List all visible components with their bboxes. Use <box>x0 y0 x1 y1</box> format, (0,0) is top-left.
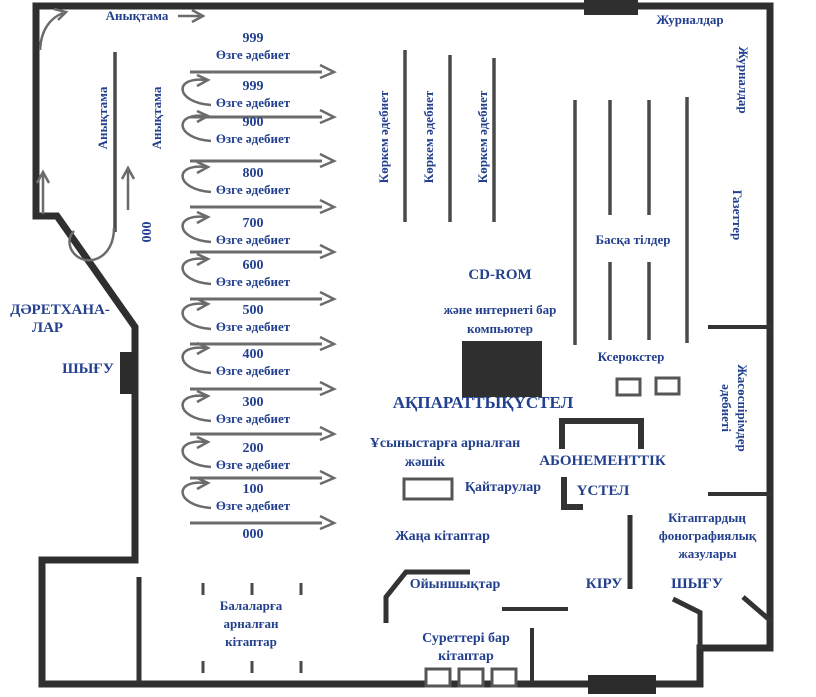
phono-recordings-line2: фонографиялық <box>658 528 757 543</box>
exit-left-label: ШЫҒУ <box>62 361 114 377</box>
children-books-line2: арналған <box>223 616 279 631</box>
exit-right-label: ШЫҒУ <box>671 576 723 592</box>
reference-aisle-left-label: Анықтама <box>95 86 110 150</box>
toilets-line1: ДӘРЕТХАНА- <box>10 302 110 318</box>
copier-2 <box>656 378 679 394</box>
picture-books-line2: кітаптар <box>438 649 494 664</box>
copiers-label: Ксерокстер <box>597 349 665 364</box>
picture-books-line1: Суреттері бар <box>422 631 510 646</box>
reference-top-label: Анықтама <box>105 8 169 23</box>
stack-category-label: Өзге әдебиет <box>215 232 291 247</box>
picture-book-bin-2 <box>459 669 483 686</box>
circulation-desk-top <box>562 421 641 449</box>
returns-box <box>404 479 452 499</box>
returns-label: Қайтарулар <box>464 480 542 495</box>
phono-recordings-line1: Кітаптардың <box>668 510 746 525</box>
cdrom-sub1: және интернеті бар <box>443 302 557 317</box>
stack-number: 300 <box>242 395 264 410</box>
stack-category-label: Өзге әдебиет <box>215 457 291 472</box>
stack-category-label: Өзге әдебиет <box>215 274 291 289</box>
circulation-desk-line2: ҮСТЕЛ <box>576 483 630 499</box>
cdrom-sub2: компьютер <box>467 321 533 336</box>
stack-category-label: Өзге әдебиет <box>215 182 291 197</box>
teen-literature-label <box>717 352 751 464</box>
left-exit-door-block <box>120 352 137 394</box>
teen-literature-line2: әдебиеті <box>719 384 734 432</box>
outer-walls <box>36 0 770 694</box>
stack-category-label: Өзге әдебиет <box>215 47 291 62</box>
suggestions-line2: жәшік <box>404 455 446 470</box>
reference-aisle-right-label: Анықтама <box>149 86 164 150</box>
stack-number: 700 <box>242 216 264 231</box>
stack-number: 600 <box>242 258 264 273</box>
fiction-label-1: Көркем әдебиет <box>376 90 391 184</box>
zero-shelf-vertical-label: 000 <box>140 221 155 243</box>
children-books-line1: Балаларға <box>219 598 283 613</box>
bottom-entrance-door-block <box>588 675 656 694</box>
stack-number: 800 <box>242 166 264 181</box>
phono-recordings-line3: жазулары <box>678 546 737 561</box>
stack-number: 500 <box>242 303 264 318</box>
cdrom-title: CD-ROM <box>468 267 532 283</box>
teen-literature-line1: Жасөспірімдер <box>735 364 750 452</box>
stack-number: 100 <box>242 482 264 497</box>
new-books-label: Жаңа кітаптар <box>395 529 490 544</box>
building-outline <box>36 6 770 684</box>
information-desk-label: АҚПАРАТТЫҚҮСТЕЛ <box>392 393 574 412</box>
circulation-desk-line1: АБОНЕМЕНТТІК <box>539 453 666 469</box>
stack-category-label: Өзге әдебиет <box>215 95 291 110</box>
suggestions-line1: Ұсыныстарға арналған <box>369 436 521 451</box>
picture-book-bin-3 <box>492 669 516 686</box>
exit-funnel-left-diagonal <box>673 599 701 613</box>
toys-label: Ойыншықтар <box>409 577 501 592</box>
picture-book-bin-1 <box>426 669 450 686</box>
stack-number: 900 <box>242 115 264 130</box>
fiction-label-2: Көркем әдебиет <box>421 90 436 184</box>
newspapers-label: Газеттер <box>730 189 745 241</box>
stack-category-label: Өзге әдебиет <box>215 319 291 334</box>
information-desk-block <box>462 341 542 397</box>
stack-number: 400 <box>242 347 264 362</box>
stack-number: 000 <box>242 527 264 542</box>
entrance-label: КІРУ <box>585 576 623 592</box>
stack-category-label: Өзге әдебиет <box>215 498 291 513</box>
children-books-line3: кітаптар <box>225 634 277 649</box>
toilets-line2: ЛАР <box>31 320 64 336</box>
top-door-block <box>584 0 638 15</box>
stack-number: 999 <box>242 79 264 94</box>
copier-1 <box>617 379 640 395</box>
fiction-label-3: Көркем әдебиет <box>475 90 490 184</box>
stack-category-label: Өзге әдебиет <box>215 131 291 146</box>
stack-number: 999 <box>242 31 264 46</box>
journals-top-label: Журналдар <box>656 12 724 27</box>
journals-side-label: Журналдар <box>736 46 751 114</box>
stack-category-label: Өзге әдебиет <box>215 363 291 378</box>
other-languages-label: Басқа тілдер <box>595 232 671 247</box>
stack-category-label: Өзге әдебиет <box>215 411 291 426</box>
stack-number: 200 <box>242 441 264 456</box>
